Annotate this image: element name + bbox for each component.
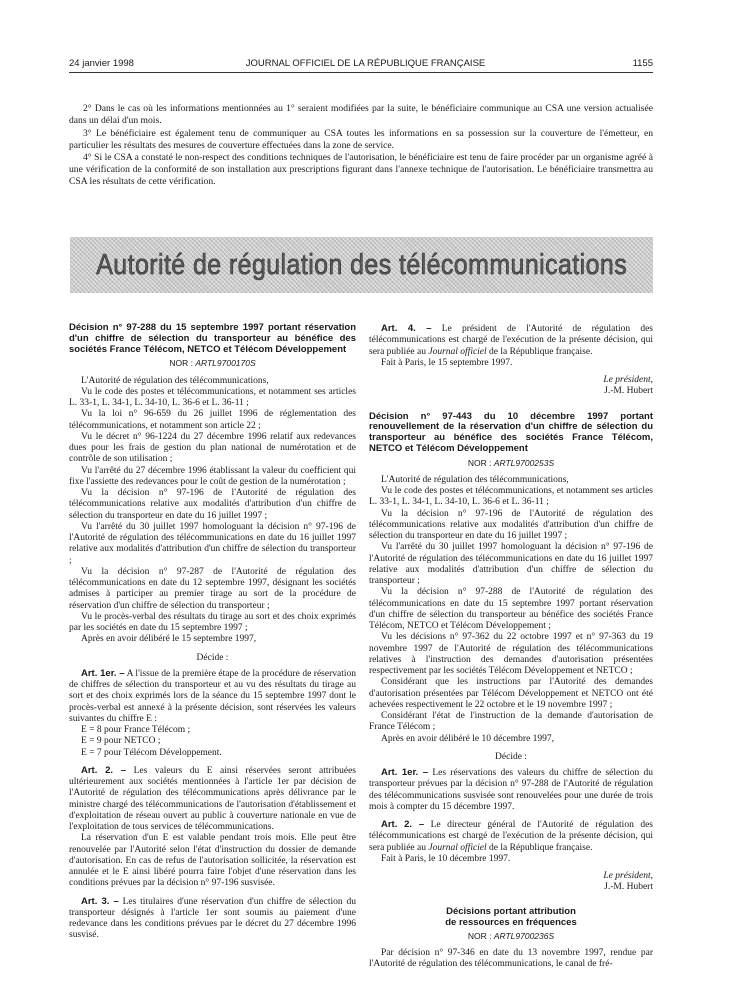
- preamble-line: Vu les décisions n° 97-362 du 22 octobre 1997 et n° 97-363 du 19 novembre 1997 de l'Autorité de régulation des télécommunications relatives à l'instruction des demandes d'autorisation présentées respectivement par les sociétés Télécom Développement et NETCO ;: [369, 632, 653, 677]
- preamble-line: Vu le procès-verbal des résultats du tirage au sort et des choix exprimés par les sociétés en date du 15 septembre 1997 ;: [69, 611, 356, 634]
- preamble-line: Après en avoir délibéré le 10 décembre 1997,: [381, 733, 555, 744]
- preamble: [69, 376, 356, 646]
- nor-reference: NOR : ARTL9700236S: [467, 930, 555, 941]
- right-column: [369, 323, 653, 970]
- header-page-number: 1155: [632, 58, 653, 69]
- section-text: Par décision n° 97-346 en date du 13 novembre 1997, rendue par l'Autorité de régulation des télécommunications, le canal de fré-: [369, 947, 653, 970]
- preamble-line: Vu le code des postes et télécommunications, et notamment ses articles L. 33-1, L. 34-1, L. 34-10, L. 36-6 et L. 36-11 ;: [369, 486, 653, 508]
- preamble-line: L'Autorité de régulation des télécommunications,: [81, 375, 269, 386]
- preamble-line: Vu le code des postes et télécommunications, et notamment ses articles L. 33-1, L. 34-1, L. 34-10, L. 36-6 et L. 36-11 ;: [69, 386, 356, 409]
- value-list: [69, 725, 356, 759]
- article-2: Art. 2. – Les valeurs du E ainsi réservées seront attribuées ultérieurement aux sociétés mentionnées à l'article 1er par décision de l'Autorité de régulation des télécommunications après délivrance par le ministre chargé des télécommunications de l'autorisation d'établissement et d'exploitation de réseau ouvert au public à couverture nationale en vue de l'exploitation de tous services de télécommunications.: [69, 764, 356, 833]
- preamble-line: Vu le décret n° 96-1224 du 27 décembre 1996 relatif aux redevances dues pour les frais de gestion du plan national de numérotation et de contrôle de son utilisation ;: [69, 431, 356, 465]
- section-heading-line: de ressources en fréquences: [445, 916, 577, 928]
- list-item: E = 8 pour France Télécom ;: [81, 725, 191, 736]
- paragraph: 3° Le bénéficiaire est également tenu de communiquer au CSA toutes les informations en sa possession sur la couverture de l'émetteur, en particulier les résultats des mesures de couverture effectuées dans la zone de service.: [69, 127, 653, 151]
- preamble-line: Vu l'arrêté du 30 juillet 1997 homologuant la décision n° 97-196 de l'Autorité de régulation des télécommunications en date du 16 juillet 1997 relative aux modalités d'attribution d'un chiffre de sélection du transporteur ;: [369, 542, 653, 587]
- decision-heading: Décision n° 97-443 du 10 décembre 1997 portant renouvellement de la réservation d'un chiffre de sélection du transporteur au bénéfice des sociétés France Télécom, NETCO et Télécom Développement: [369, 410, 653, 454]
- preamble-line: Vu la décision n° 97-196 de l'Autorité de régulation des télécommunications relative aux modalités d'attribution d'un chiffre de sélection du transporteur en date du 16 juillet 1997 ;: [69, 488, 356, 521]
- section-banner: [70, 237, 653, 293]
- article-1: Art. 1er. – Les réservations des valeurs du chiffre de sélection du transporteur prévues par la décision n° 97-288 de l'Autorité de régulation des télécommunications susvisée sont renouvelées pour une durée de trois mois à compter du 15 décembre 1997.: [369, 767, 653, 812]
- preamble-line: Vu l'arrêté du 27 décembre 1996 établissant la valeur du coefficient qui fixe l'assiette des redevances pour le coût de gestion de la numérotation ;: [69, 465, 356, 487]
- list-item: E = 9 pour NETCO ;: [81, 736, 161, 747]
- decide-label: Décide :: [495, 751, 527, 762]
- article-3: Art. 3. – Les titulaires d'une réservation d'un chiffre de sélection du transporteur désignés à l'article 1er sont soumis au paiement d'une redevance dans les conditions prévues par le décret du 27 décembre 1996 susvisé.: [69, 895, 356, 941]
- preamble: [369, 475, 653, 745]
- signature-role: Le président,: [603, 871, 653, 882]
- article-2: Art. 2. – Le directeur général de l'Autorité de régulation des télécommunications est chargé de l'exécution de la présente décision, qui sera publiée au Journal officiel de la République française.: [369, 819, 653, 853]
- header-rule: [69, 72, 653, 73]
- preamble-line: Vu la décision n° 97-288 de l'Autorité de régulation des télécommunications en date du 15 septembre 1997 portant réservation d'un chiffre de sélection du transporteur au bénéfice des sociétés France Télécom, NETCO et Télécom Développement ;: [369, 587, 653, 632]
- decide-label: Décide :: [196, 652, 229, 663]
- paragraph: 4° Si le CSA a constaté le non-respect des conditions techniques de l'autorisation, le bénéficiaire est tenu de faire procéder par un organisme agréé à une vérification de la conformité de son installation aux prescriptions figurant dans l'annexe technique de l'autorisation. Le bénéficiaire transmettra au CSA les résultats de cette vérification.: [69, 152, 653, 187]
- section-heading-line: Décisions portant attribution: [446, 905, 576, 917]
- decision-heading: Décision n° 97-288 du 15 septembre 1997 portant réservation d'un chiffre de sélection du transporteur au bénéfice des sociétés France Télécom, NETCO et Télécom Développement: [69, 322, 356, 355]
- preamble-line: Vu la loi n° 96-659 du 26 juillet 1996 de réglementation des télécommunications, et notamment son article 22 ;: [69, 409, 356, 431]
- preamble-line: Vu la décision n° 97-287 de l'Autorité de régulation des télécommunications en date du 12 septembre 1997, désignant les sociétés admises à participer au premier tirage au sort de la procédure de réservation d'un chiffre de sélection du transporteur ;: [69, 566, 356, 611]
- preamble-line: Après en avoir délibéré le 15 septembre 1997,: [81, 634, 257, 645]
- top-continuation-text: [69, 103, 653, 189]
- preamble-line: L'Autorité de régulation des télécommunications,: [381, 474, 569, 485]
- banner-title: Autorité de régulation des télécommunications: [96, 248, 627, 281]
- header-date: 24 janvier 1998: [69, 58, 134, 69]
- preamble-line: Vu l'arrêté du 30 juillet 1997 homologuant la décision n° 97-196 de l'Autorité de régulation des télécommunications en date du 16 juillet 1997 relative aux modalités d'attribution d'un chiffre de sélection du transporteur ;: [69, 521, 356, 566]
- preamble-line: Considérant l'état de l'instruction de la demande d'autorisation de France Télécom ;: [369, 711, 653, 733]
- signature-role: Le président,: [603, 375, 653, 385]
- header-journal-title: JOURNAL OFFICIEL DE LA RÉPUBLIQUE FRANÇAISE: [245, 58, 486, 69]
- signature-name: J.-M. Hubert: [604, 386, 653, 397]
- article-4: Art. 4. – Le président de l'Autorité de régulation des télécommunications est chargé de l'exécution de la présente décision, qui sera publiée au Journal officiel de la République française.: [369, 323, 653, 357]
- nor-reference: NOR : ARTL9700170S: [169, 358, 256, 369]
- nor-reference: NOR : ARTL9700253S: [467, 457, 555, 468]
- left-column: [69, 323, 356, 942]
- preamble-line: Considérant que les instructions par l'Autorité des demandes d'autorisation présentées par Télécom Développement et NETCO ont été achevées respectivement le 22 octobre et le 19 novembre 1997 ;: [369, 677, 653, 710]
- signature-name: J.-M. Hubert: [604, 882, 653, 893]
- article-1: Art. 1er. – A l'issue de la première étape de la procédure de réservation de chiffres de sélection du transporteur et au vu des résultats du tirage au sort et des choix exprimés lors de la séance du 15 septembre 1997 dont le procès-verbal est annexé à la présente décision, sont réservées les valeurs suivantes du chiffre E :: [69, 667, 357, 724]
- paragraph: 2° Dans le cas où les informations mentionnées au 1° seraient modifiées par la suite, le bénéficiaire communique au CSA une version actualisée dans un délai d'un mois.: [69, 103, 653, 126]
- preamble-line: Vu la décision n° 97-196 de l'Autorité de régulation des télécommunications relative aux modalités d'attribution d'un chiffre de sélection du transporteur en date du 16 juillet 1997 ;: [369, 508, 653, 542]
- list-item: E = 7 pour Télécom Développement.: [81, 747, 222, 758]
- done-at: Fait à Paris, le 10 décembre 1997.: [381, 853, 511, 864]
- article-2-paragraph: La réservation d'un E est valable pendant trois mois. Elle peut être renouvelée par l'Autorité selon l'état d'instruction du dossier de demande d'autorisation. En cas de refus de l'autorisation sollicitée, la réservation est annulée et le E ainsi libéré pourra faire l'objet d'une réservation dans les conditions prévues par la décision n° 97-196 susvisée.: [69, 833, 356, 889]
- done-at: Fait à Paris, le 15 septembre 1997.: [381, 357, 513, 368]
